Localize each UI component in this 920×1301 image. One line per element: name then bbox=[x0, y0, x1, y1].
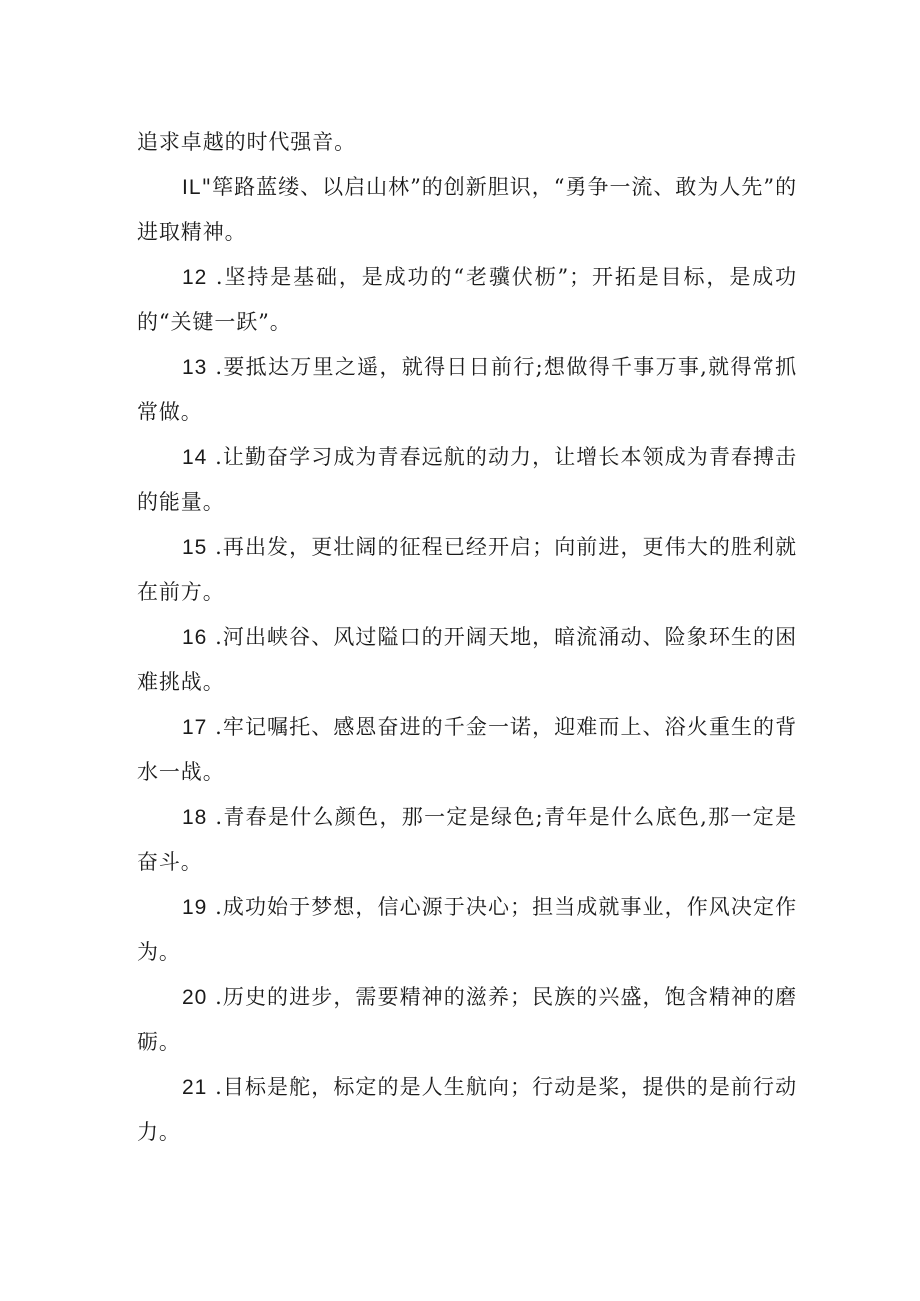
paragraph-number: 20 bbox=[182, 985, 208, 1009]
paragraph-12 bbox=[137, 255, 797, 345]
paragraph-13 bbox=[137, 345, 797, 435]
paragraph-continuation bbox=[137, 120, 797, 165]
document-body bbox=[137, 120, 797, 1155]
paragraph-number: 16 bbox=[182, 625, 208, 649]
paragraph-number: 14 bbox=[182, 445, 208, 469]
paragraph-18 bbox=[137, 795, 797, 885]
paragraph-number: 13 bbox=[182, 355, 208, 379]
paragraph-17 bbox=[137, 705, 797, 795]
paragraph-16 bbox=[137, 615, 797, 705]
paragraph-number: 12 bbox=[182, 265, 208, 289]
paragraph-text: .坚持是基础，是成功的“老骥伏枥”；开拓是目标，是成功的“关键一跃”。 bbox=[137, 264, 797, 334]
paragraph-text: 追求卓越的时代强音。 bbox=[137, 130, 356, 154]
paragraph-number: 19 bbox=[182, 895, 208, 919]
paragraph-text: .让勤奋学习成为青春远航的动力，让增长本领成为青春搏击的能量。 bbox=[137, 444, 797, 514]
paragraph-text: .牢记嘱托、感恩奋进的千金一诺，迎难而上、浴火重生的背水一战。 bbox=[137, 714, 797, 784]
paragraph-number: 15 bbox=[182, 535, 208, 559]
paragraph-text: .成功始于梦想，信心源于决心；担当成就事业，作风决定作为。 bbox=[137, 894, 797, 964]
paragraph-11 bbox=[137, 165, 797, 255]
paragraph-text: .历史的进步，需要精神的滋养；民族的兴盛，饱含精神的磨砺。 bbox=[137, 984, 797, 1054]
paragraph-text: .要抵达万里之遥，就得日日前行;想做得千事万事,就得常抓常做。 bbox=[137, 354, 797, 424]
paragraph-text: "筚路蓝缕、以启山林”的创新胆识，“勇争一流、敢为人先”的进取精神。 bbox=[137, 174, 797, 244]
paragraph-number: IL bbox=[182, 175, 202, 199]
paragraph-19 bbox=[137, 885, 797, 975]
paragraph-text: .再出发，更壮阔的征程已经开启；向前进，更伟大的胜利就在前方。 bbox=[137, 534, 797, 604]
paragraph-number: 17 bbox=[182, 715, 208, 739]
paragraph-text: .河出峡谷、风过隘口的开阔天地，暗流涌动、险象环生的困难挑战。 bbox=[137, 624, 797, 694]
paragraph-text: .青春是什么颜色，那一定是绿色;青年是什么底色,那一定是奋斗。 bbox=[137, 804, 797, 874]
paragraph-14 bbox=[137, 435, 797, 525]
paragraph-15 bbox=[137, 525, 797, 615]
paragraph-21 bbox=[137, 1065, 797, 1155]
paragraph-20 bbox=[137, 975, 797, 1065]
paragraph-number: 21 bbox=[182, 1075, 208, 1099]
paragraph-text: .目标是舵，标定的是人生航向；行动是桨，提供的是前行动力。 bbox=[137, 1074, 797, 1144]
paragraph-number: 18 bbox=[182, 805, 208, 829]
